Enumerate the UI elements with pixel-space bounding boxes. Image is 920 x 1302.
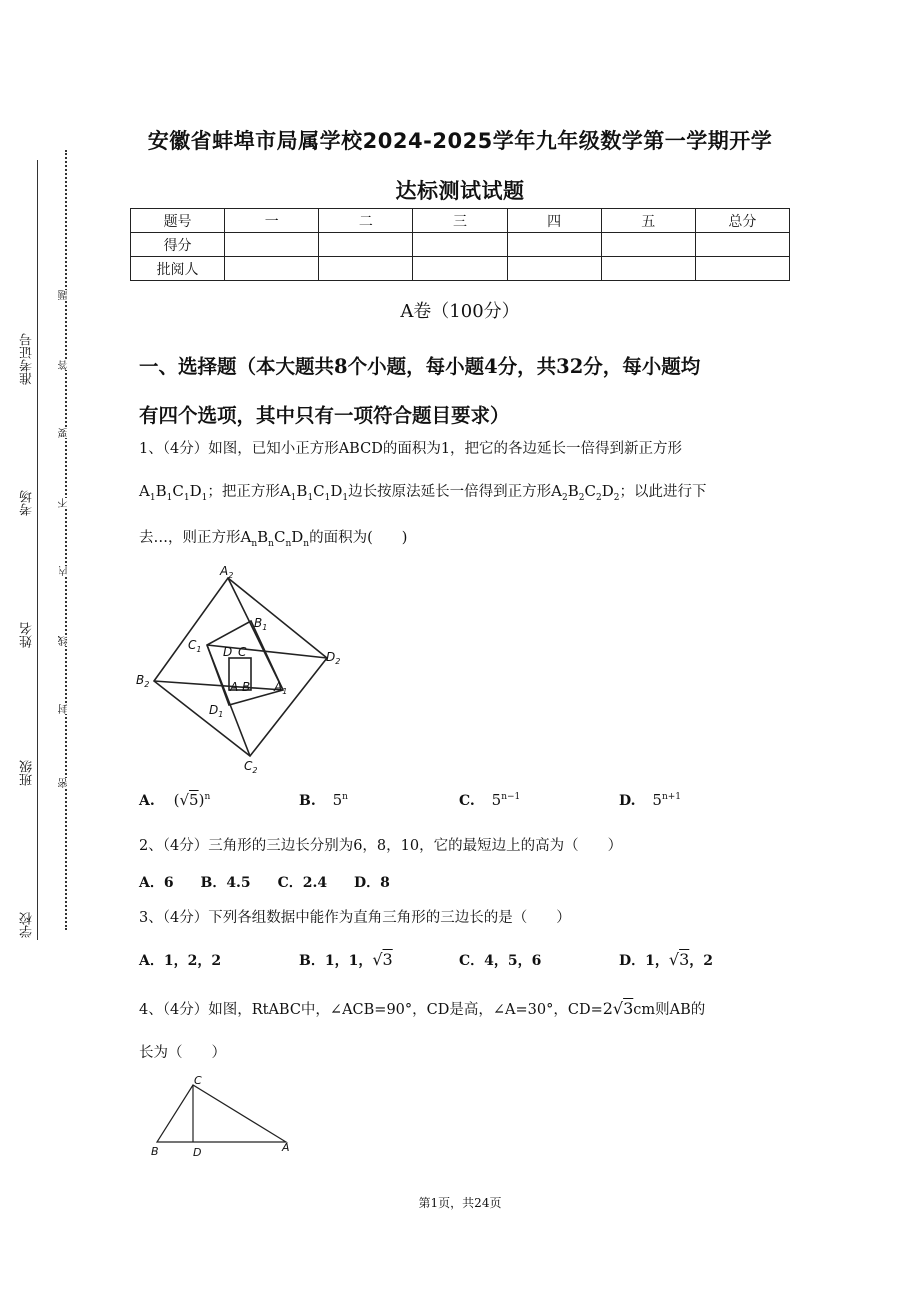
option-text: ，2 [689,953,714,969]
binding-dotted-line [65,150,67,930]
text-fragment: cm则AB的 [633,1002,706,1018]
table-header-cell: 四 [507,209,601,233]
text-fragment: 4、（4分）如图，RtABC中，∠ACB=90°，CD是高，∠A=30°，CD= [139,1002,603,1018]
question-1-line1: 1、（4分）如图，已知小正方形ABCD的面积为1，把它的各边延长一倍得到新正方形 [139,441,683,457]
table-row [131,233,790,257]
label-exam-room: 考场 [20,490,35,516]
figure-label-b2: $B_2$ [136,673,150,689]
question-2: 2、（4分）三角形的三边长分别为6，8，10，它的最短边上的高为（ ） [139,838,623,854]
q3-option-b[interactable] [299,950,393,970]
segment [228,578,283,690]
q1-option-a[interactable] [139,791,210,809]
q3-option-c[interactable]: C．4，5，6 [459,953,542,969]
table-row [131,209,790,233]
question-4-line1 [139,998,799,1019]
table-cell [225,233,319,257]
table-cell [695,233,789,257]
q2-option-d[interactable]: D．8 [353,875,390,891]
option-letter: C. [459,793,475,809]
sqrt-3: √3 [372,950,393,969]
q1-option-c[interactable] [459,791,520,809]
figure-label-c: C [194,1074,202,1087]
figure-label-b1: $B_1$ [254,616,268,632]
text-fragment: ；把正方形 [207,484,280,500]
seal-word: 封 [59,704,70,714]
question-1-line3 [139,526,799,549]
option-text: D．1， [619,953,669,969]
table-header-cell: 题号 [131,209,225,233]
question-1-line2 [139,480,799,503]
option-letter: B. [299,793,316,809]
table-header-cell: 三 [413,209,507,233]
table-cell [507,257,601,281]
option-letter: A. [139,793,155,809]
option-letter: D. [619,793,636,809]
text-fragment: 边长按原法延长一倍得到正方形 [348,484,552,500]
page-title: 安徽省蚌埠市局属学校2024-2025学年九年级数学第一学期开学 [147,129,773,153]
q1-option-b[interactable] [299,791,348,809]
math-2-sqrt-3: 2√3 [602,999,634,1018]
math-square-a1b1c1d1: $A_1B_1C_1D_1$ [279,482,349,503]
question-4-figure [140,1068,300,1163]
math-square-anbncndn: $A_nB_nC_nD_n$ [240,528,310,549]
figure-label-d: D [223,645,233,659]
q2-option-b[interactable]: B．4.5 [200,875,251,891]
figure-label-a: A [230,680,239,694]
q1-option-d[interactable] [619,791,681,809]
figure-label-d1: $D_1$ [209,703,224,719]
label-school: 学校 [20,912,35,938]
seal-word: 密 [59,778,70,788]
sqrt-3: √3 [668,950,690,969]
question-3: 3、（4分）下列各组数据中能作为直角三角形的三边长的是（ ） [139,910,571,926]
section-heading-line: 有四个选项，其中只有一项符合题目要求） [139,404,510,427]
question-1-figure [130,560,360,780]
text-fragment: 的面积为( ) [309,530,408,546]
option-text: B．1，1， [299,953,373,969]
table-header-cell: 一 [225,209,319,233]
seal-word: 内 [59,566,70,576]
math-square-a2b2c2d2: $A_2B_2C_2D_2$ [551,482,620,503]
triangle-abc [157,1085,286,1142]
option-value: $(√5)^n$ [173,791,211,809]
figure-label-b: B [242,680,251,694]
table-header-cell: 二 [319,209,413,233]
table-cell [507,233,601,257]
label-class: 班级 [20,760,35,786]
seal-word: 线 [59,636,70,646]
seal-word: 答 [59,360,70,370]
seal-word: 不 [59,498,70,508]
table-cell [601,233,695,257]
score-table [130,208,790,281]
q2-option-a[interactable]: A．6 [139,875,174,891]
table-row [131,257,790,281]
math-square-a1b1c1d1: $A_1B_1C_1D_1$ [139,482,208,503]
q3-option-a[interactable]: A．1，2，2 [139,953,222,969]
table-cell [225,257,319,281]
q2-options [139,872,390,892]
table-cell [601,257,695,281]
figure-label-c2: $C_2$ [244,759,258,775]
text-fragment: ；以此进行下 [619,484,707,500]
figure-label-d2: $D_2$ [326,650,341,666]
question-4-line2: 长为（ ） [139,1045,226,1061]
option-value: 5$^n$ [332,791,348,809]
figure-label-a2: $A_2$ [220,564,234,580]
table-header-cell: 五 [601,209,695,233]
option-value: $5^{n-1}$ [491,791,521,809]
figure-label-a1: $A_1$ [274,680,288,696]
text-fragment: 去…，则正方形 [139,530,241,546]
page-subtitle: 达标测试试题 [395,179,525,203]
binding-solid-line [37,160,38,940]
section-heading [139,342,789,440]
paper-part-heading: A卷（100分） [400,301,520,322]
table-cell: 批阅人 [131,257,225,281]
figure-label-d: D [193,1146,202,1159]
table-cell [695,257,789,281]
figure-label-a: A [282,1141,290,1154]
table-cell [319,233,413,257]
seal-word: 要 [59,428,70,438]
figure-label-c1: $C_1$ [188,638,202,654]
figure-label-c: C [238,645,247,659]
table-cell: 得分 [131,233,225,257]
page-footer: 第1页，共24页 [418,1196,502,1210]
figure-label-b: B [151,1145,159,1158]
table-cell [319,257,413,281]
q3-option-d[interactable] [619,950,713,970]
table-header-cell: 总分 [695,209,789,233]
option-value: $5^{n+1}$ [652,791,682,809]
segment [154,681,283,690]
seal-word: 题 [59,290,70,300]
q2-option-c[interactable]: C．2.4 [277,875,328,891]
table-cell [413,233,507,257]
label-ticket-number: 准考证号 [20,333,35,385]
label-name: 姓名 [20,622,35,648]
section-heading-line: 一、选择题（本大题共8个小题，每小题4分，共32分，每小题均 [139,355,701,378]
table-cell [413,257,507,281]
